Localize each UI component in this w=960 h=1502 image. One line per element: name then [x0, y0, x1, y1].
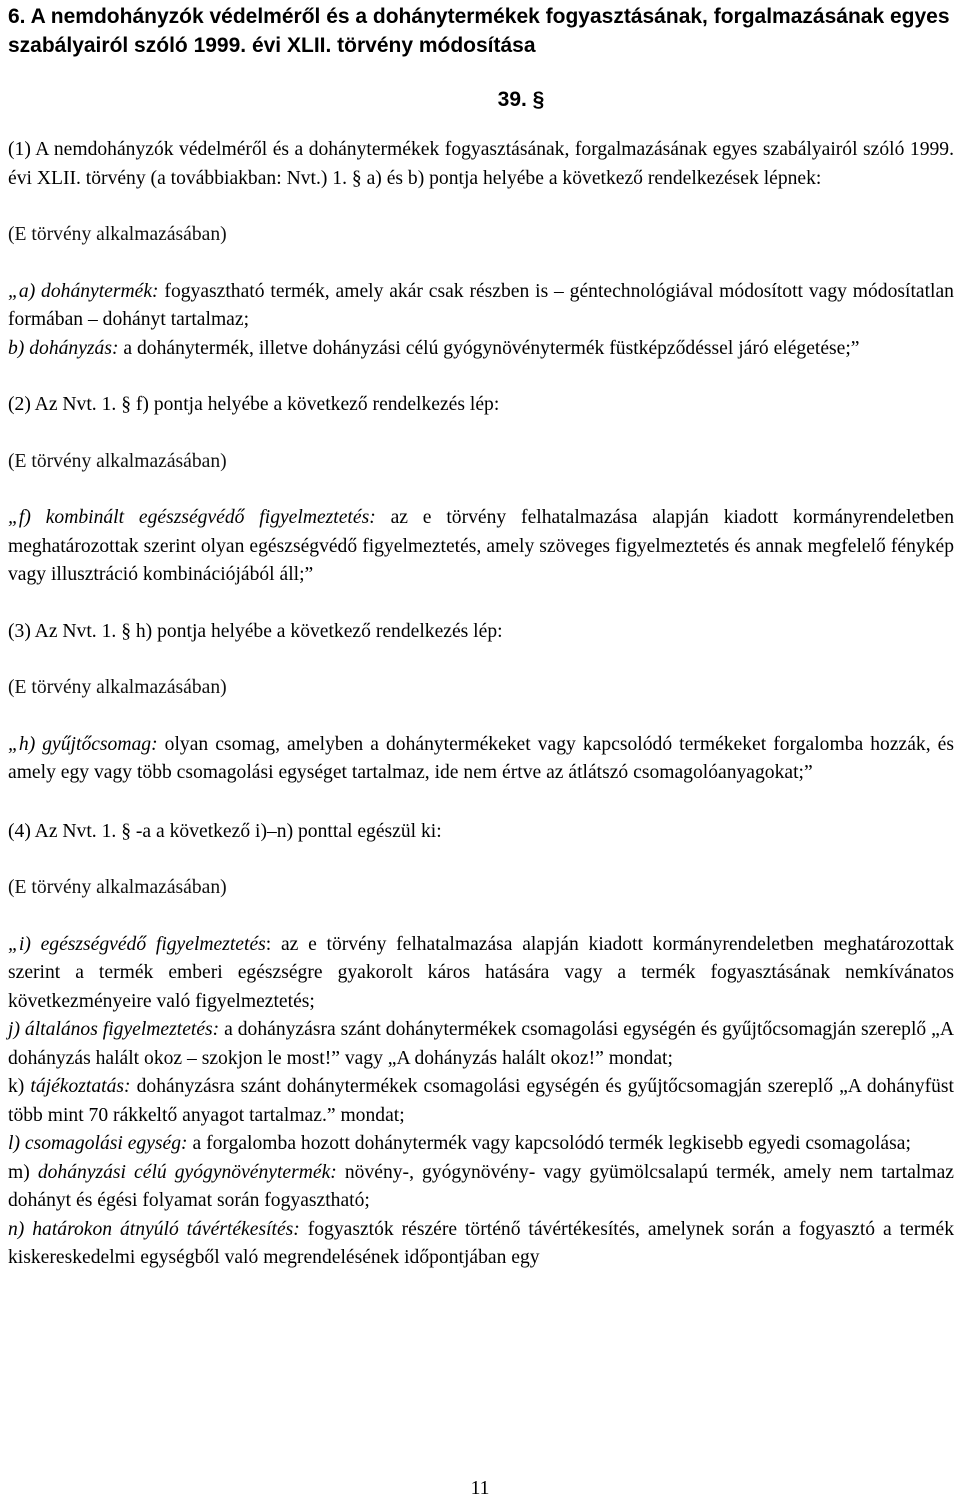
paragraph-1: (1) A nemdohányzók védelméről és a dohánytermékek fogyasztásának, forgalmazásának egyes szabályairól szóló 1999. évi XLII. törvény (a továbbiakban: Nvt.) 1. § a) és b) pontja helyébe a következő rendelkezések lépnek:: [8, 139, 954, 189]
text-l: a forgalomba hozott dohánytermék vagy kapcsolódó termék legkisebb egyedi csomagolása;: [187, 1133, 911, 1154]
text-m: növény-, gyógynövény- vagy gyümölcsalapú termék, amely nem tartalmaz dohányt és égési folyamat során fogyasztható;: [8, 1161, 955, 1211]
term-l: l) csomagolási egység:: [8, 1133, 188, 1154]
text-h: olyan csomag, amelyben a dohánytermékeket vagy kapcsolódó termékeket forgalomba hozzák, és amely egy vagy több csomagolási egységet tartalmaz, ide nem értve az átlátszó csomagolóanyagokat;”: [8, 733, 954, 783]
document-page: [8, 0, 954, 1273]
paragraph-2: (2) Az Nvt. 1. § f) pontja helyébe a következő rendelkezés lép:: [8, 394, 500, 415]
context-line-1: (E törvény alkalmazásában): [8, 224, 227, 245]
context-line-3: (E törvény alkalmazásában): [8, 677, 227, 698]
definition-a-b: [8, 278, 954, 364]
term-b: b) dohányzás:: [8, 337, 119, 359]
definitions-i-n: [8, 931, 954, 1273]
document-title: 6. A nemdohányzók védelméről és a dohánytermékek fogyasztásának, forgalmazásának egyes szabályairól szóló 1999. évi XLII. törvény módosítása: [8, 5, 950, 57]
term-m: dohányzási célú gyógynövénytermék:: [37, 1161, 337, 1183]
term-a: „a) dohánytermék:: [8, 280, 159, 302]
term-j: j) általános figyelmeztetés:: [8, 1019, 220, 1040]
definition-h: [8, 731, 954, 788]
text-k: dohányzásra szánt dohánytermékek csomagolási egységén és gyűjtőcsomagján szereplő „A dohányfüst több mint 70 rákkeltő anyagot tartalmaz.” mondat;: [8, 1076, 954, 1126]
term-h: „h) gyűjtőcsomag:: [8, 733, 158, 755]
term-n: n) határokon átnyúló távértékesítés:: [8, 1218, 300, 1240]
term-i: „i) egészségvédő figyelmeztetés: [8, 933, 266, 955]
prefix-k: k): [8, 1076, 31, 1097]
section-number: 39. §: [497, 88, 545, 111]
term-k: tájékoztatás:: [30, 1076, 131, 1097]
text-b: a dohánytermék, illetve dohányzási célú gyógynövénytermék füstképződéssel járó elégetése;”: [118, 337, 860, 359]
paragraph-4: (4) Az Nvt. 1. § -a a következő i)–n) ponttal egészül ki:: [8, 820, 442, 842]
context-line-2: (E törvény alkalmazásában): [8, 450, 227, 472]
text-a: fogyasztható termék, amely akár csak részben is – géntechnológiával módosított vagy módosítatlan formában – dohányt tartalmaz;: [8, 280, 954, 330]
text-n: fogyasztók részére történő távértékesítés, amelynek során a fogyasztó a termék kiskereskedelmi egységből való megrendelésének időpontjában egy: [8, 1218, 954, 1268]
paragraph-3: (3) Az Nvt. 1. § h) pontja helyébe a következő rendelkezés lép:: [8, 620, 503, 642]
page-number: 11: [470, 1478, 490, 1499]
text-f: az e törvény felhatalmazása alapján kiadott kormányrendeletben meghatározottak szerint olyan egészségvédő figyelmeztetés, amely szöveges figyelmeztetés és annak megfelelő fénykép vagy illusztráció kombinációjából áll;”: [8, 507, 954, 585]
term-f: „f) kombinált egészségvédő figyelmeztetés:: [8, 507, 376, 528]
definition-f: [8, 504, 954, 590]
text-i: : az e törvény felhatalmazása alapján kiadott kormányrendeletben meghatározottak szerint a termék emberi egészségre gyakorolt káros hatására vagy a termék fogyasztásának nemkívánatos következményeire való figyelmeztetés;: [8, 933, 955, 1012]
prefix-m: m): [8, 1161, 38, 1183]
text-j: a dohányzásra szánt dohánytermékek csomagolási egységén és gyűjtőcsomagján szereplő „A dohányzás halált okoz – szokjon le most!” vagy „A dohányzás halált okoz!” mondat;: [8, 1019, 954, 1069]
context-line-4: (E törvény alkalmazásában): [8, 877, 227, 898]
